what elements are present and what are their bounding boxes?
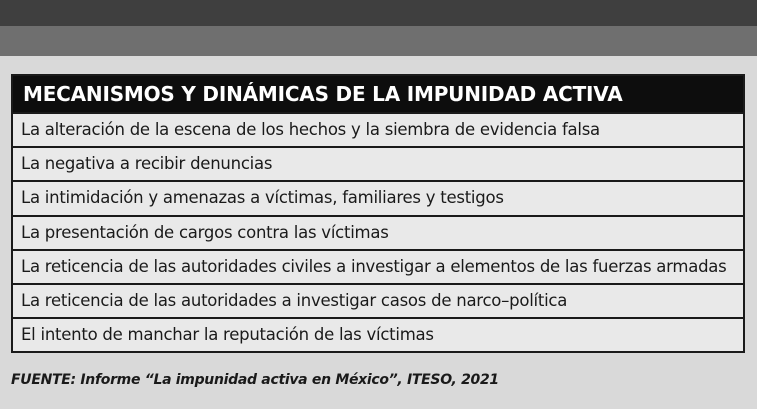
table-title: MECANISMOS Y DINÁMICAS DE LA IMPUNIDAD ACTIVA <box>13 76 743 112</box>
top-gray-band <box>0 26 757 56</box>
table-row: La reticencia de las autoridades a investigar casos de narco–política <box>13 283 743 317</box>
table-row: La negativa a recibir denuncias <box>13 146 743 180</box>
table-row: La presentación de cargos contra las víctimas <box>13 215 743 249</box>
table-row: La reticencia de las autoridades civiles a investigar a elementos de las fuerzas armadas <box>13 249 743 283</box>
table-row: La intimidación y amenazas a víctimas, familiares y testigos <box>13 180 743 214</box>
mechanisms-table <box>11 74 745 353</box>
source-caption: FUENTE: Informe “La impunidad activa en México”, ITESO, 2021 <box>11 372 499 388</box>
top-dark-band <box>0 0 757 26</box>
table-row: El intento de manchar la reputación de las víctimas <box>13 317 743 351</box>
table-row: La alteración de la escena de los hechos y la siembra de evidencia falsa <box>13 112 743 146</box>
